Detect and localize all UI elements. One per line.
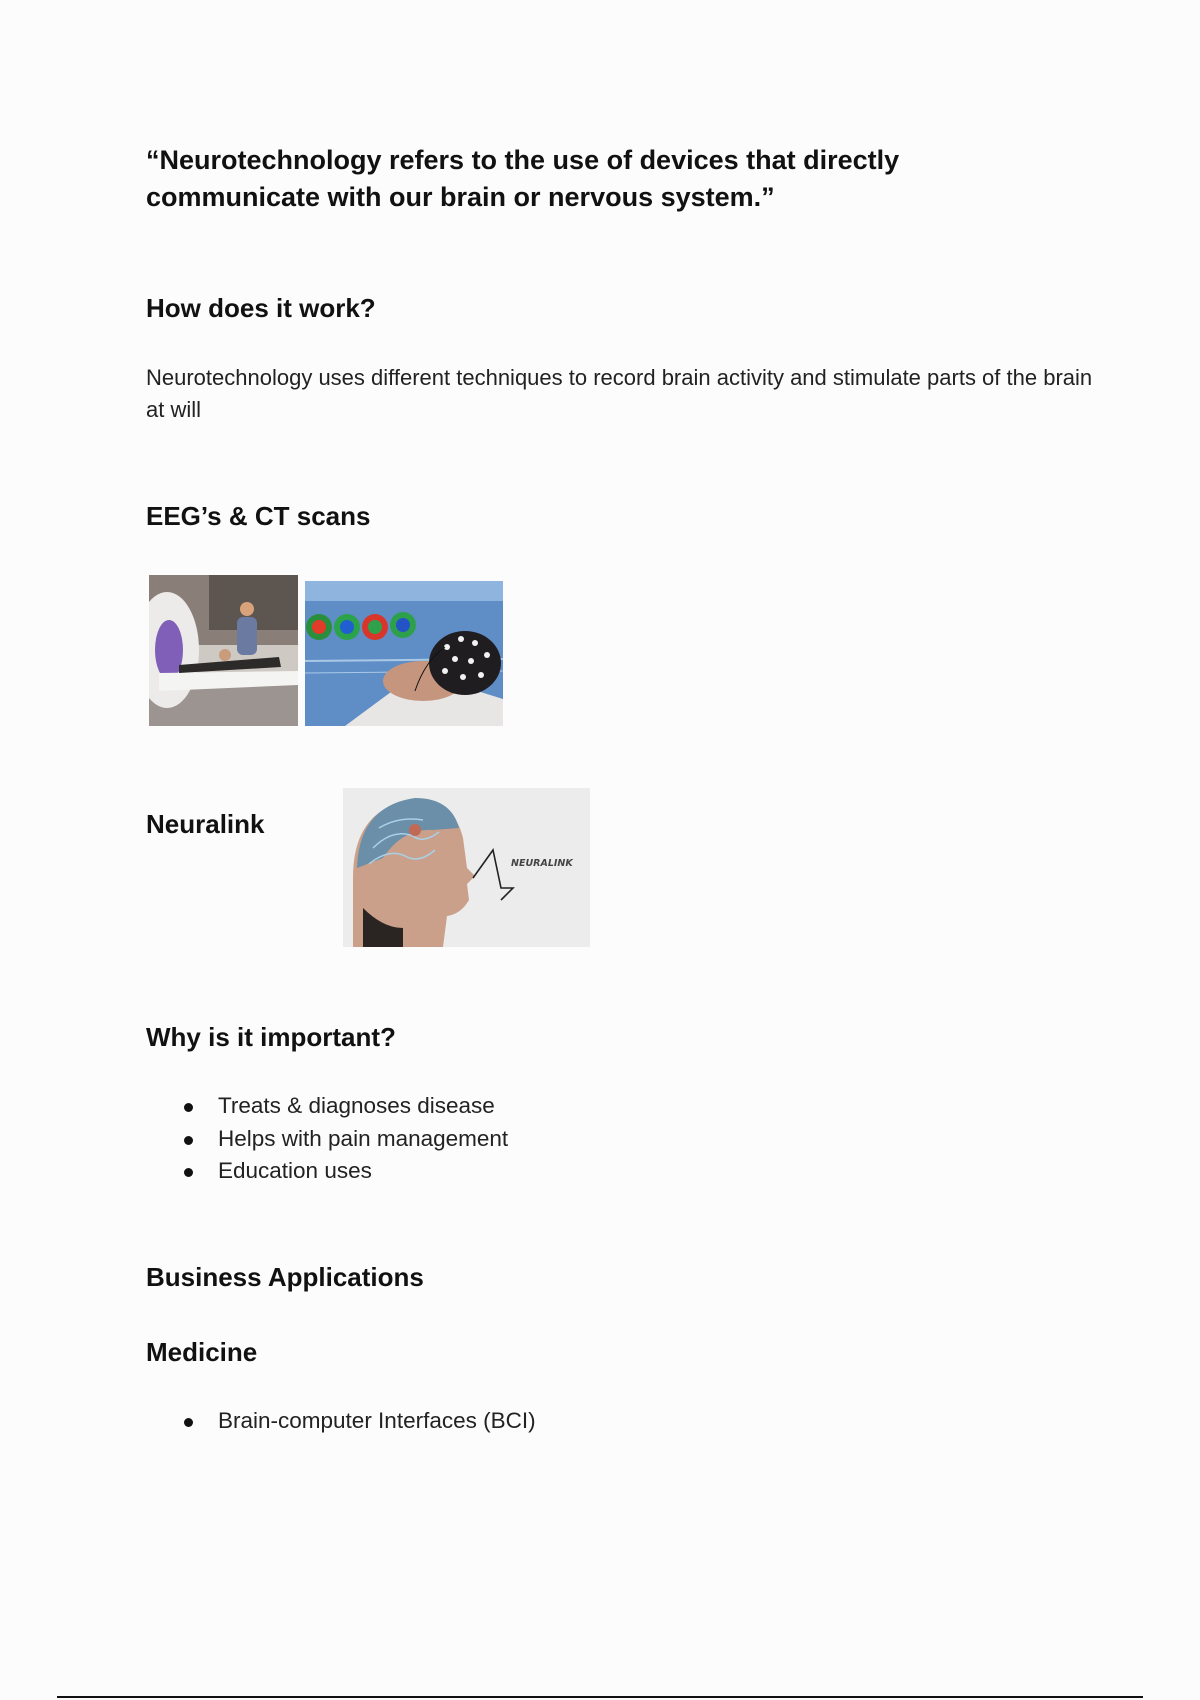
medicine-heading: Medicine — [146, 1337, 258, 1367]
how-paragraph: Neurotechnology uses different techniques to record brain activity and stimulate parts of the brain at will — [146, 365, 1093, 422]
ct-scan-image — [149, 575, 298, 726]
why-heading: Why is it important? — [146, 1022, 396, 1052]
bullet-icon — [184, 1168, 193, 1177]
definition-quote: “Neurotechnology refers to the use of devices that directly communicate with our brain or nervous system.” — [146, 145, 900, 212]
bottom-rule — [57, 1696, 1143, 1698]
neuralink-heading: Neuralink — [146, 809, 265, 839]
neuralink-image — [343, 788, 590, 947]
how-heading: How does it work? — [146, 293, 376, 323]
medicine-list — [146, 1405, 536, 1438]
eeg-ct-heading: EEG’s & CT scans — [146, 501, 371, 531]
list-item: Brain-computer Interfaces (BCI) — [146, 1405, 536, 1438]
list-item: Treats & diagnoses disease — [146, 1090, 508, 1123]
bullet-icon — [184, 1103, 193, 1112]
bullet-icon — [184, 1418, 193, 1427]
bullet-icon — [184, 1136, 193, 1145]
why-list — [146, 1090, 508, 1188]
list-item: Helps with pain management — [146, 1123, 508, 1156]
list-item: Education uses — [146, 1155, 508, 1188]
business-heading: Business Applications — [146, 1262, 424, 1292]
neuralink-logo-text: NEURALINK — [511, 858, 573, 869]
eeg-image — [305, 581, 503, 726]
